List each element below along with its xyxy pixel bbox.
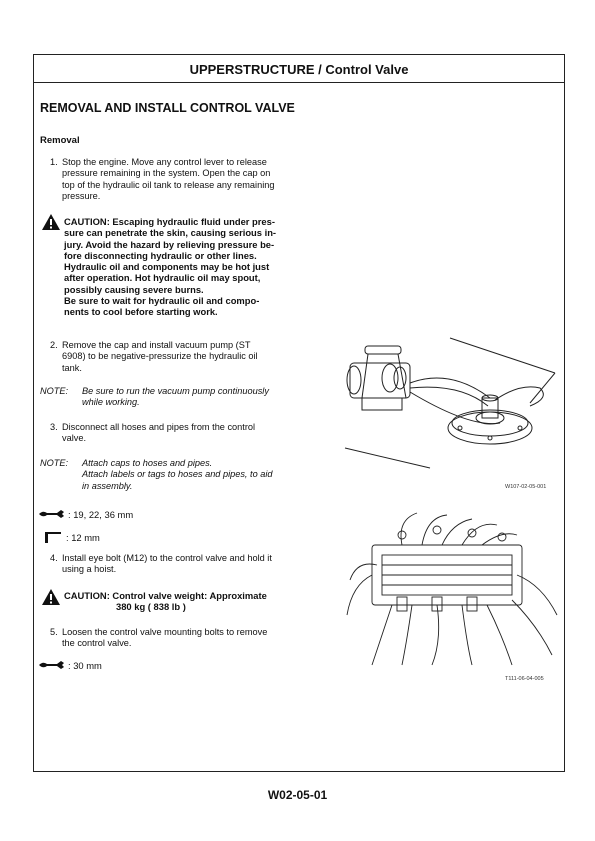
step-5 [50, 627, 312, 650]
step-number: 5. [50, 627, 58, 637]
tool-size: : 30 mm [68, 659, 102, 671]
step-line: top of the hydraulic oil tank to release any remaining [62, 179, 275, 190]
step-line: Disconnect all hoses and pipes from the control [62, 422, 256, 432]
step-number: 1. [50, 157, 58, 167]
step-line: Install eye bolt (M12) to the control valve and hold it [62, 553, 272, 563]
wrench-icon [37, 659, 65, 671]
step-line: Remove the cap and install vacuum pump (ST [62, 340, 251, 350]
step-line: pressure remaining in the system. Open the cap on [62, 168, 271, 179]
step-3 [50, 422, 312, 445]
header-box [33, 54, 565, 82]
caution-line: possibly causing severe burns. [64, 283, 204, 295]
caution-line: nents to cool before starting work. [64, 306, 218, 318]
caution-line: Be sure to wait for hydraulic oil and compo- [64, 295, 260, 307]
step-line: 6908) to be negative-pressurize the hydraulic oil [62, 351, 258, 362]
tool-size: : 19, 22, 36 mm [68, 508, 134, 520]
step-line: valve. [62, 433, 87, 444]
wrench-icon [37, 508, 65, 520]
caution-line: after operation. Hot hydraulic oil may spout, [64, 272, 261, 284]
caution-line: jury. Avoid the hazard by relieving pressure be- [64, 238, 275, 250]
note-2 [40, 458, 360, 494]
section-title: REMOVAL AND INSTALL CONTROL VALVE [40, 101, 295, 115]
caution-line: CAUTION: Control valve weight: Approximate [64, 590, 267, 601]
tool-row-1 [37, 508, 133, 520]
note-label: NOTE: [40, 386, 69, 396]
step-line: Loosen the control valve mounting bolts to remove [62, 627, 268, 637]
note-line: Be sure to run the vacuum pump continuously [82, 386, 269, 396]
hex-key-icon [44, 530, 62, 544]
tool-row-3 [37, 659, 102, 671]
step-number: 3. [50, 422, 58, 432]
note-line: in assembly. [82, 480, 133, 491]
tool-size: : 12 mm [66, 531, 100, 543]
step-line: the control valve. [62, 638, 132, 649]
control-valve-illustration [342, 505, 560, 670]
warning-icon [41, 213, 61, 231]
note-1 [40, 386, 360, 410]
caution-line: 380 kg ( 838 lb ) [116, 601, 186, 613]
note-line: Attach caps to hoses and pipes. [82, 458, 213, 468]
caution-block-1 [64, 216, 312, 318]
page-title: UPPERSTRUCTURE / Control Valve [189, 62, 409, 77]
warning-icon [41, 588, 61, 606]
vacuum-pump-illustration [340, 328, 560, 478]
step-line: pressure. [62, 190, 101, 201]
step-4 [50, 553, 312, 576]
step-number: 4. [50, 553, 58, 563]
note-label: NOTE: [40, 458, 69, 468]
subsection-title: Removal [40, 135, 80, 146]
step-number: 2. [50, 340, 58, 350]
step-line: using a hoist. [62, 564, 117, 575]
note-line: while working. [82, 397, 140, 408]
caution-line: CAUTION: Escaping hydraulic fluid under pres- [64, 216, 275, 227]
caution-line: Hydraulic oil and components may be hot just [64, 261, 270, 273]
step-1 [50, 157, 312, 202]
step-line: Stop the engine. Move any control lever to release [62, 157, 267, 167]
tool-row-2 [44, 530, 100, 544]
figure-caption: T111-06-04-005 [505, 676, 544, 682]
figure-caption: W107-02-05-001 [505, 484, 547, 490]
caution-line: sure can penetrate the skin, causing serious in- [64, 227, 277, 239]
step-line: tank. [62, 362, 82, 373]
step-2 [50, 340, 312, 374]
page-number: W02-05-01 [267, 788, 328, 802]
note-line: Attach labels or tags to hoses and pipes, to aid [82, 469, 273, 480]
caution-line: fore disconnecting hydraulic or other lines. [64, 249, 257, 261]
caution-block-2 [64, 590, 296, 613]
